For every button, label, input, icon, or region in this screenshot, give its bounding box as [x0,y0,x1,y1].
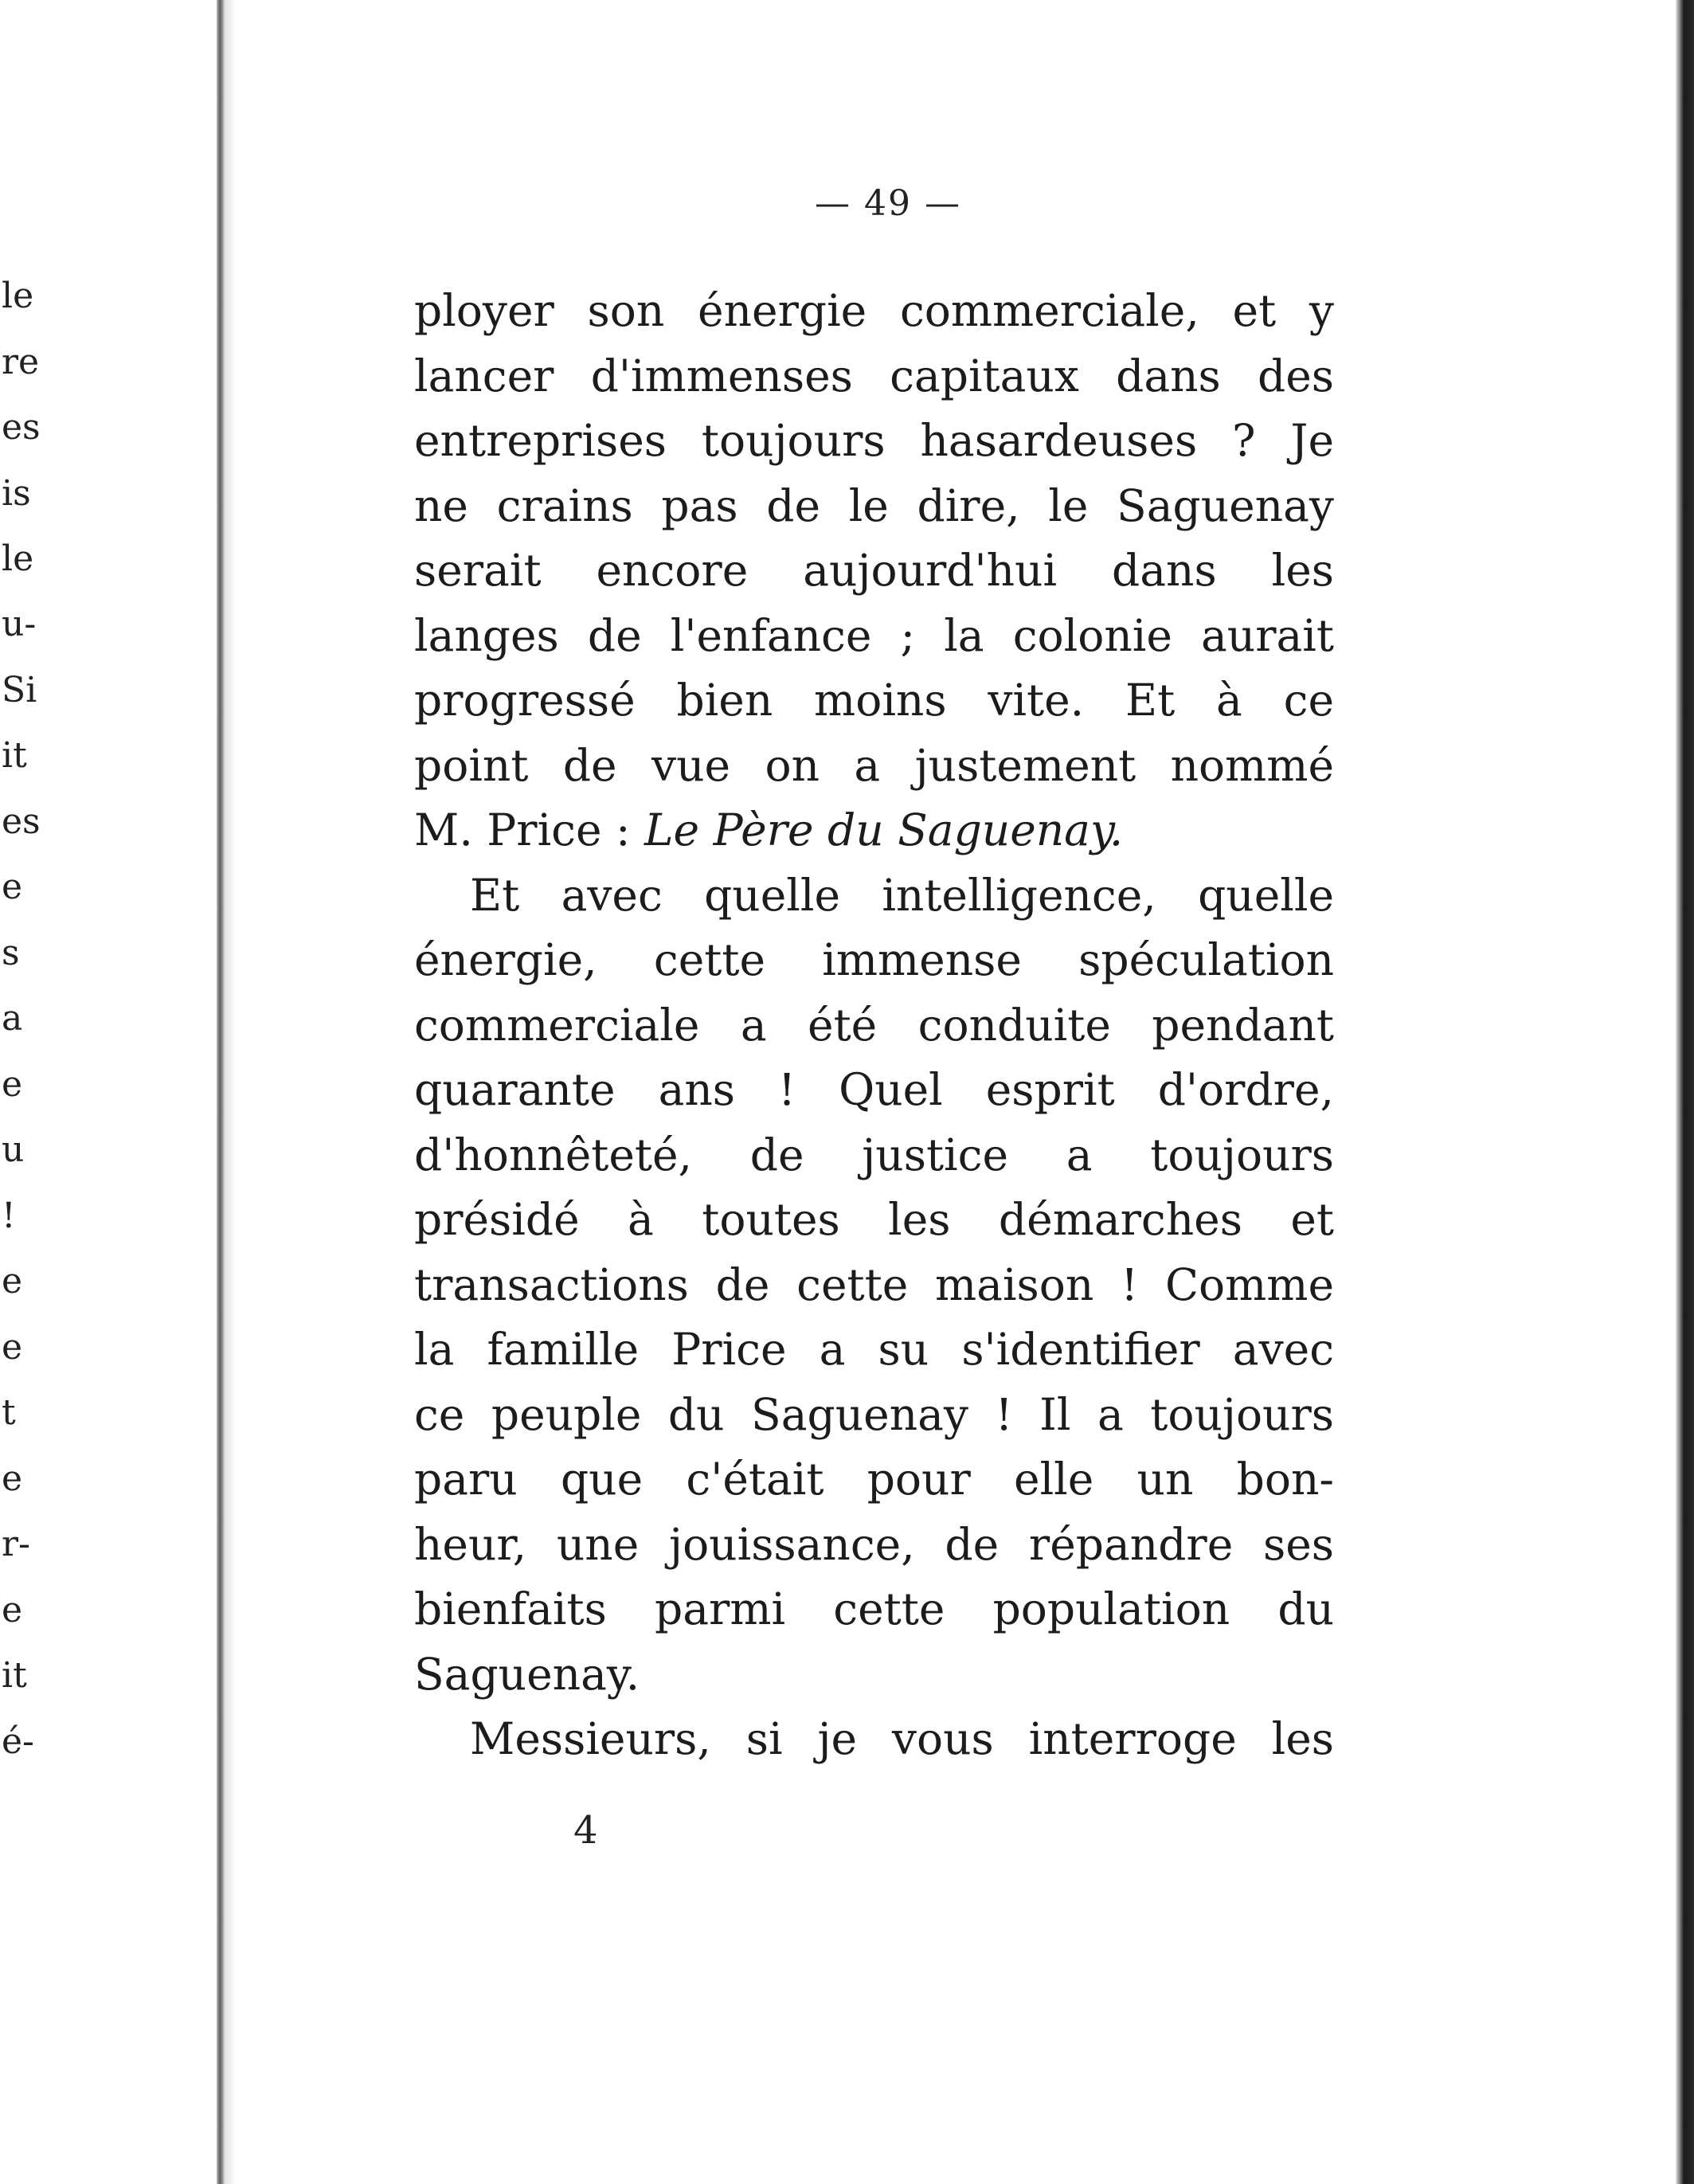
text-line: commerciale a été conduite pendant [414,999,1334,1051]
text-line: présidé à toutes les démarches et [414,1194,1334,1245]
text-line: heur, une jouissance, de répandre ses [414,1518,1334,1570]
page-right-edge [1676,0,1694,2184]
text-line: quarante ans ! Quel esprit d'ordre, [414,1064,1334,1115]
text-line [414,798,1334,863]
text-line: langes de l'enfance ; la colonie aurait [414,609,1334,661]
left-fragment: t [2,1392,16,1433]
text-line: lancer d'immenses capitaux dans des [414,350,1334,401]
left-fragment: e [2,1590,23,1630]
left-fragment: le [2,538,34,579]
italic-title: Le Père du Saguenay. [644,804,1124,855]
left-fragment: it [2,735,27,776]
left-fragment: le [2,276,34,316]
text-line: Messieurs, si je vous interroge les [470,1713,1334,1764]
left-fragment: u [2,1129,25,1170]
left-fragment: es [2,801,41,842]
left-fragment: r- [2,1524,30,1564]
gutter-shadow [225,0,236,2184]
left-fragment: s [2,933,20,973]
left-fragment: é- [2,1721,34,1762]
left-fragment: is [2,473,31,514]
paragraph-2 [414,863,1334,1708]
left-fragment: e [2,1458,23,1499]
left-fragment: u- [2,604,37,644]
left-page-fragments [0,0,48,2184]
signature-mark: 4 [573,1808,598,1853]
left-fragment: es [2,407,41,448]
paragraph-1 [414,279,1334,863]
text-line: ce peuple du Saguenay ! Il a toujours [414,1388,1334,1440]
paragraph-3 [414,1707,1334,1772]
text-line: transactions de cette maison ! Comme [414,1258,1334,1310]
text-line: Et avec quelle intelligence, quelle [470,869,1334,921]
text-line: ne crains pas de le dire, le Saguenay [414,479,1334,531]
left-fragment: it [2,1655,27,1696]
left-fragment: e [2,867,23,907]
left-fragment: re [2,342,40,382]
left-fragment: e [2,1064,23,1105]
text-line: bienfaits parmi cette population du [414,1583,1334,1634]
text-line: entreprises toujours hasardeuses ? Je [414,415,1334,466]
text-line: point de vue on a justement nommé [414,739,1334,791]
text-line: progressé bien moins vite. Et à ce [414,675,1334,726]
text-line: serait encore aujourd'hui dans les [414,545,1334,596]
left-fragment: Si [2,670,37,710]
book-gutter [217,0,225,2184]
body-text [414,279,1334,1772]
text-line: d'honnêteté, de justice a toujours [414,1129,1334,1180]
left-fragment: e [2,1261,23,1301]
text-line: Saguenay. [414,1648,640,1700]
text-line: la famille Price a su s'identifier avec [414,1324,1334,1375]
text-line: paru que c'était pour elle un bon- [414,1454,1334,1505]
left-fragment: ! [2,1196,16,1236]
text-line: énergie, cette immense spéculation [414,934,1334,985]
left-fragment: e [2,1327,23,1368]
left-fragment: a [2,998,23,1039]
text-line-prefix: M. Price : [414,804,645,855]
page-number: — 49 — [815,183,961,224]
text-line: ployer son énergie commerciale, et y [414,285,1334,336]
